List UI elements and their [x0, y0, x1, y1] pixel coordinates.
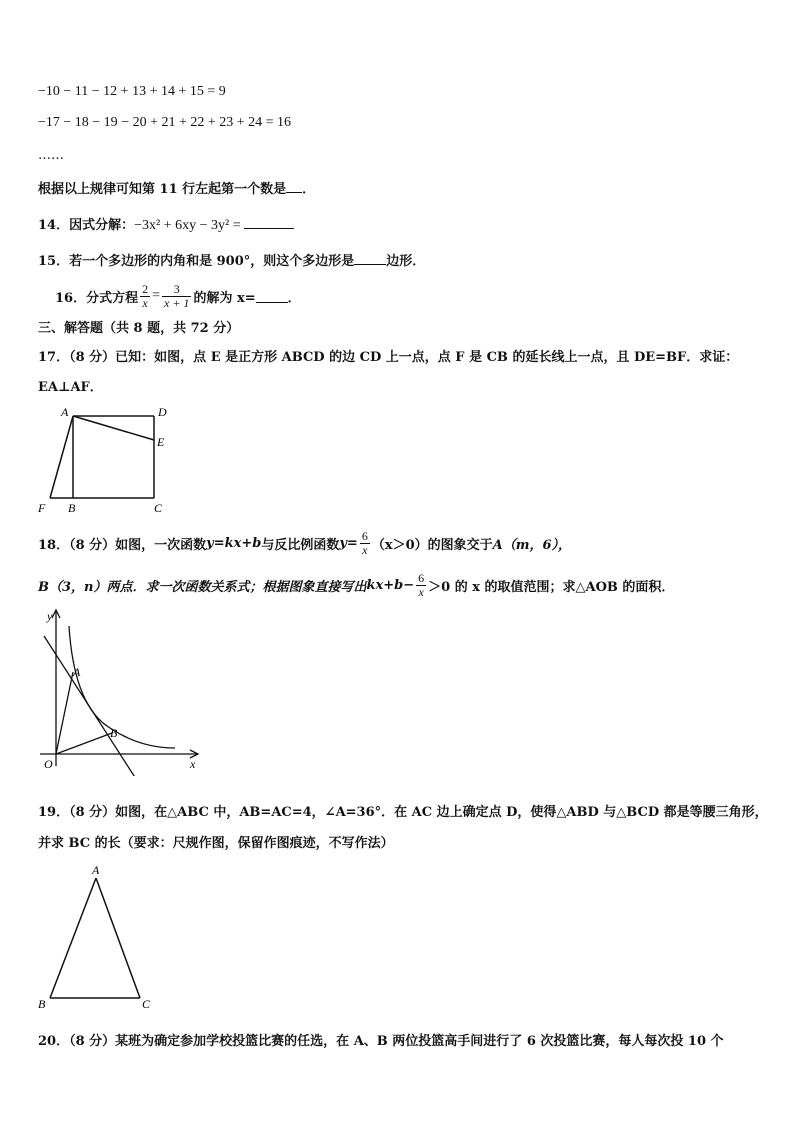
question-20: 20．（8 分）某班为确定参加学校投篮比赛的任选，在 A、B 两位投篮高手间进行了 6 次投篮比赛，每人每次投 10 个 [38, 1034, 724, 1049]
question-16 [55, 278, 301, 314]
q18-text-c: 与反比例函数 [261, 537, 340, 553]
question-16-suffix: 的解为 x= [193, 290, 256, 306]
q18-inequality: kx+b− [366, 577, 415, 593]
question-16-prefix: 16．分式方程 [55, 290, 139, 306]
label-C: C [142, 997, 151, 1011]
segment-AC [96, 878, 140, 998]
answer-blank-13[interactable] [286, 180, 302, 193]
q18-text-l2c: ＞0 的 x 的取值范围；求△AOB 的面积． [428, 579, 675, 595]
question-19-line-1: 19．（8 分）如图，在△ABC 中，AB=AC=4，∠A=36°．在 AC 边上确定点 D，使得△ABD 与△BCD 都是等腰三角形， [38, 805, 768, 820]
q18-text-e: （x＞0）的图象交于 [371, 537, 493, 553]
isosceles-triangle-figure [30, 860, 170, 1016]
question-13-period: ． [302, 182, 316, 197]
label-A: A [61, 405, 69, 419]
segment-AB [50, 878, 96, 998]
label-D: D [158, 405, 167, 419]
question-18-line-1 [38, 528, 571, 558]
question-18-line-2 [38, 568, 674, 602]
q18-text-l2a: B（3，n）两点．求一次函数关系式；根据图象直接写出 [38, 579, 367, 595]
label-F: F [38, 501, 46, 515]
q18-point-A: A（m，6）， [492, 537, 572, 553]
fraction-3-over-x-plus-1: $\frac{3}{x + 1}$ [164, 281, 190, 310]
equation-row-4: −17 − 18 − 19 − 20 + 21 + 22 + 23 + 24 = 16 [38, 115, 292, 130]
fraction-6-over-x: $\frac{6}{x}$ [361, 528, 368, 557]
label-B: B [68, 501, 76, 515]
label-B: B [38, 997, 46, 1011]
question-14-prefix: 14．因式分解： [38, 218, 135, 233]
linear-function-line [44, 636, 138, 776]
section-3-heading: 三、解答题（共 8 题，共 72 分） [38, 321, 240, 336]
function-graph-figure [30, 606, 210, 776]
question-13-text: 根据以上规律可知第 11 行左起第一个数是 [38, 182, 287, 197]
fraction-6-over-x-2: $\frac{6}{x}$ [418, 570, 425, 599]
inverse-function-curve [69, 626, 175, 748]
label-y: y [47, 609, 53, 623]
segment-AE [73, 416, 154, 440]
q18-inverse-fn: y= [339, 535, 358, 551]
question-14 [38, 214, 294, 234]
label-C: C [154, 501, 163, 515]
segment-OB [56, 733, 112, 754]
question-17-line-1: 17．（8 分）已知：如图，点 E 是正方形 ABCD 的边 CD 上一点，点 F 是 CB 的延长线上一点，且 DE=BF．求证： [38, 350, 739, 365]
question-15 [38, 250, 425, 269]
question-15-suffix: 边形． [386, 254, 426, 269]
question-16-equals: = [152, 288, 160, 303]
square-figure [30, 402, 180, 518]
ellipsis: …… [38, 148, 64, 163]
answer-blank-14[interactable] [244, 216, 294, 229]
label-x: x [190, 757, 196, 771]
label-O: O [44, 757, 53, 771]
question-19-line-2: 并求 BC 的长（要求：尺规作图，保留作图痕迹，不写作法） [38, 836, 394, 851]
segment-AF [50, 416, 73, 498]
question-15-text: 15．若一个多边形的内角和是 900°，则这个多边形是 [38, 254, 355, 269]
answer-blank-15[interactable] [354, 252, 386, 265]
q18-text-a: 18．（8 分）如图，一次函数 [38, 537, 207, 553]
question-14-equals: = [229, 218, 245, 233]
equation-row-3: −10 − 11 − 12 + 13 + 14 + 15 = 9 [38, 84, 226, 99]
label-B: B [110, 726, 118, 740]
question-17-line-2: EA⊥AF． [38, 380, 103, 395]
question-13-conclusion [38, 178, 315, 197]
label-A: A [73, 665, 81, 679]
fraction-2-over-x: $\frac{2}{x}$ [142, 281, 149, 310]
segment-OA [56, 672, 73, 754]
label-A: A [92, 863, 100, 877]
answer-blank-16[interactable] [256, 290, 288, 303]
question-14-expression: −3x² + 6xy − 3y² [134, 218, 230, 233]
question-16-period: ． [287, 290, 301, 306]
label-E: E [157, 435, 165, 449]
q18-linear-fn: y=kx+b [206, 535, 262, 551]
